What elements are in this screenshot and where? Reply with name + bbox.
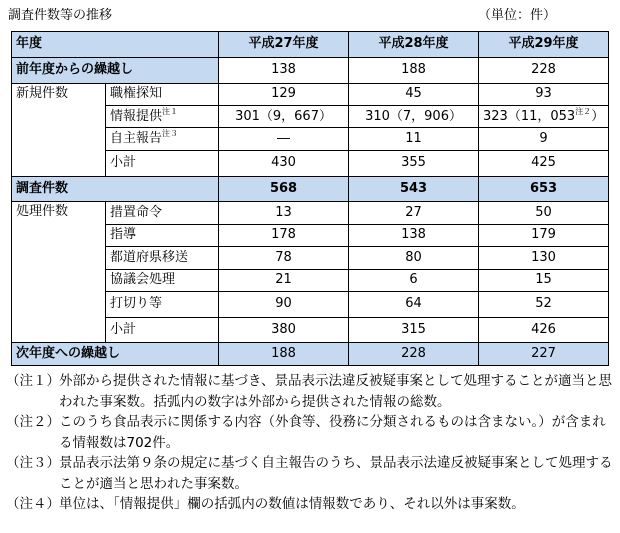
cell-text: ）: [591, 108, 605, 124]
footnote-mark: （注３）: [6, 455, 60, 471]
footnote-3: [6, 453, 616, 494]
footnotes: [6, 371, 616, 515]
cell-text: 323（11，053: [483, 108, 576, 124]
table-cell: 11: [349, 128, 479, 150]
table-cell: 9: [479, 128, 609, 150]
table-cell: 227: [479, 343, 609, 366]
row-label-text: 自主報告: [110, 131, 163, 147]
row-label: 職権探知: [106, 83, 219, 105]
note-ref: 注２: [575, 106, 592, 116]
row-label: 指導: [106, 224, 219, 246]
table-cell: 380: [219, 317, 349, 343]
footnote-mark: （注４）: [6, 496, 60, 512]
table-cell: 228: [349, 343, 479, 366]
header-h29: 平成29年度: [479, 32, 609, 58]
table-cell: 188: [219, 343, 349, 366]
table-cell: 179: [479, 224, 609, 246]
table-header-row: [12, 32, 609, 58]
row-label: 小計: [106, 317, 219, 343]
table-cell: 138: [219, 57, 349, 83]
table-cell: 188: [349, 57, 479, 83]
table-row: [12, 83, 609, 105]
table-cell: 430: [219, 150, 349, 176]
row-label: 協議会処理: [106, 269, 219, 291]
carry-out-row: [12, 343, 609, 366]
footnote-mark: （注１）: [6, 373, 60, 389]
note-ref: 注３: [162, 129, 179, 139]
table-cell: 78: [219, 247, 349, 269]
footnote-text: 単位は、「情報提供」欄の括弧内の数値は情報数であり、それ以外は事案数。: [59, 496, 525, 512]
survey-count-table: [11, 31, 609, 366]
footnote-text: このうち食品表示に関係する内容（外食等、役務に分類されるものは含まない。）が含まれる情報数は702件。: [59, 414, 606, 451]
note-ref: 注１: [162, 106, 179, 116]
table-cell: 130: [479, 247, 609, 269]
table-cell: 138: [349, 224, 479, 246]
row-label: 打切り等: [106, 291, 219, 317]
footnote-4: [6, 494, 616, 515]
table-cell: 21: [219, 269, 349, 291]
table-cell: 310（7，906）: [349, 105, 479, 127]
carry-in-label: 前年度からの繰越し: [12, 57, 219, 83]
table-cell: 6: [349, 269, 479, 291]
table-cell: 45: [349, 83, 479, 105]
new-count-label: 新規件数: [12, 83, 106, 176]
row-label-self: [106, 128, 219, 150]
table-cell: 228: [479, 57, 609, 83]
table-row: [12, 202, 609, 224]
table-cell: 355: [349, 150, 479, 176]
table-cell: 52: [479, 291, 609, 317]
row-label-text: 情報提供: [110, 108, 163, 124]
processed-count-label: 処理件数: [12, 202, 106, 343]
table-cell: 178: [219, 224, 349, 246]
footnote-1: [6, 371, 616, 412]
table-cell: 50: [479, 202, 609, 224]
table-cell: 64: [349, 291, 479, 317]
table-cell: 90: [219, 291, 349, 317]
row-label: 都道府県移送: [106, 247, 219, 269]
table-cell: ―: [219, 128, 349, 150]
table-cell: 80: [349, 247, 479, 269]
table-title: 調査件数等の推移: [8, 8, 113, 23]
investigations-label: 調査件数: [12, 176, 219, 202]
footnote-text: 外部から提供された情報に基づき、景品表示法違反被疑事案として処理することが適当と思われた事案数。括弧内の数字は外部から提供された情報の総数。: [59, 373, 612, 410]
carry-in-row: [12, 57, 609, 83]
footnote-mark: （注２）: [6, 414, 60, 430]
table-cell: 426: [479, 317, 609, 343]
table-cell-info-h29: [479, 105, 609, 127]
table-cell: 27: [349, 202, 479, 224]
carry-out-label: 次年度への繰越し: [12, 343, 219, 366]
table-cell: 129: [219, 83, 349, 105]
table-cell: 543: [349, 176, 479, 202]
header-year: 年度: [12, 32, 219, 58]
table-cell: 653: [479, 176, 609, 202]
table-cell: 13: [219, 202, 349, 224]
row-label-info: [106, 105, 219, 127]
table-cell: 568: [219, 176, 349, 202]
row-label: 措置命令: [106, 202, 219, 224]
table-cell: 15: [479, 269, 609, 291]
row-label: 小計: [106, 150, 219, 176]
header-h28: 平成28年度: [349, 32, 479, 58]
table-cell: 93: [479, 83, 609, 105]
header-h27: 平成27年度: [219, 32, 349, 58]
table-cell: 425: [479, 150, 609, 176]
footnote-text: 景品表示法第９条の規定に基づく自主報告のうち、景品表示法違反被疑事案として処理することが適当と思われた事案数。: [59, 455, 613, 492]
footnote-2: [6, 412, 616, 453]
investigations-row: [12, 176, 609, 202]
table-cell: 301（9，667）: [219, 105, 349, 127]
table-cell: 315: [349, 317, 479, 343]
unit-label: （単位：件）: [478, 8, 557, 23]
